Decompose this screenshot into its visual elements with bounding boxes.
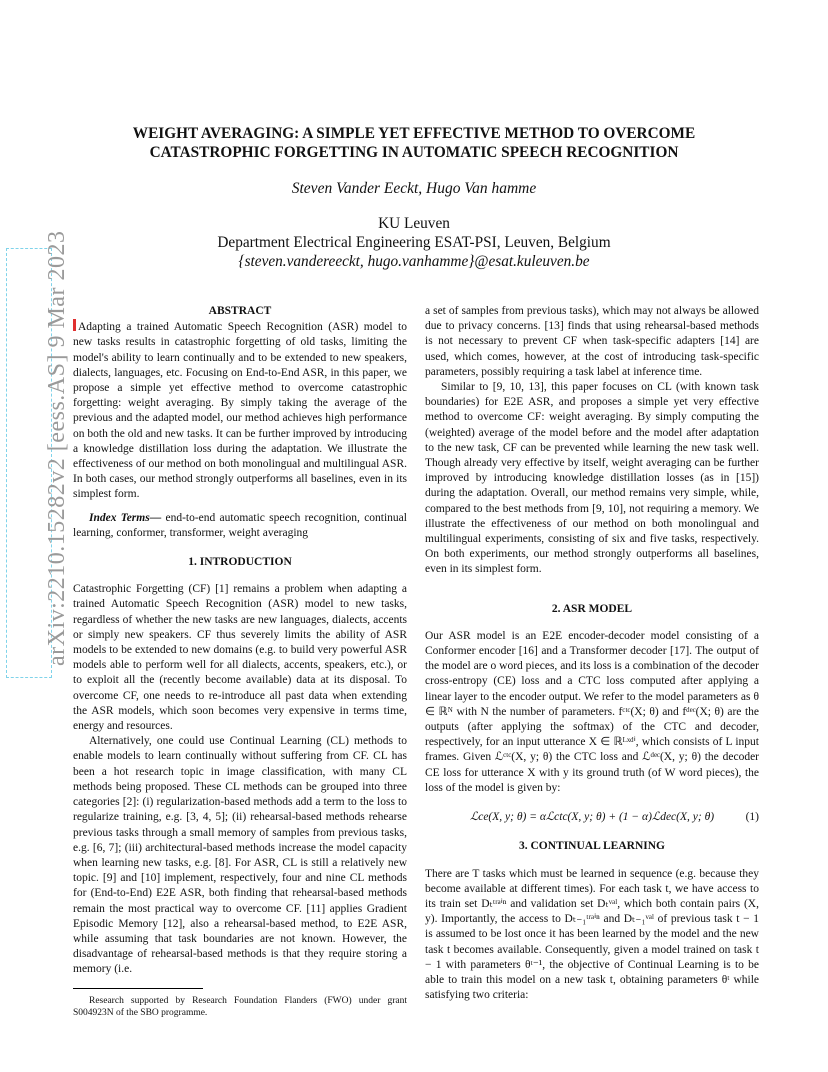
footnote-rule xyxy=(73,988,203,989)
index-terms-text: end-to-end automatic speech recognition, continual learning, conformer, transformer, weight averaging xyxy=(73,511,407,539)
asr-paragraph-1: Our ASR model is an E2E encoder-decoder model consisting of a Conformer encoder [16] and a Transformer decoder [17]. The output of the model are o word pieces, and its loss is a combination of the decoder cross-entropy (CE) loss and a CTC loss computed after applying a linear layer to the encoder output. We refer to the model parameters as θ ∈ ℝᴺ with N the number of parameters. fᶜᵗᶜ(X; θ) and fᵈᵉᶜ(X; θ) are the outputs (after applying the softmax) of the CTC and decoder, respectively, for an input utterance X ∈ ℝᴸˣᵈⁱ, which consists of L input frames. Given ℒᶜᵗᶜ(X, y; θ) the CTC loss and ℒᵈᵉᶜ(X, y; θ) the decoder CE loss for utterance X with y its ground truth (of W word pieces), the loss of the model is given by: xyxy=(425,629,759,794)
abstract-marker xyxy=(73,319,76,331)
abstract-body xyxy=(73,319,407,502)
index-terms xyxy=(73,511,407,541)
title-line-2: CATASTROPHIC FORGETTING IN AUTOMATIC SPEECH RECOGNITION xyxy=(149,144,679,161)
abstract-text: Adapting a trained Automatic Speech Recognition (ASR) model to new tasks results in catastrophic forgetting of old tasks, limiting the model's ability to learn continually and to be extended to new speakers, dialects, languages, etc. Focusing on End-to-End ASR, in this paper, we propose a simple yet effective method to overcome catastrophic forgetting: weight averaging. By simply taking the average of the previous and the adapted model, our method achieves high performance on both the old and new tasks. It can be further improved by introducing a knowledge distillation loss during the adaptation. We illustrate the effectiveness of our method on both monolingual and multilingual ASR. In both cases, our method strongly outperforms all baselines, even in its simplest form. xyxy=(73,321,407,501)
affiliation xyxy=(60,214,768,271)
affiliation-university: KU Leuven xyxy=(378,215,450,232)
arxiv-id-label: arXiv:2210.15282v2 [eess.AS] 9 Mar 2023 xyxy=(44,230,70,666)
continual-learning-heading: 3. CONTINUAL LEARNING xyxy=(518,840,665,853)
equation-1-number: (1) xyxy=(745,811,759,824)
intro-paragraph-1: Catastrophic Forgetting (CF) [1] remains a problem when adapting a trained Automatic Speech Recognition (ASR) model to new tasks, regardless of whether the new tasks are new languages, dialects, accents or simply new speakers. CF thus severely limits the ability of ASR models to be extended to new domains (e.g. to build very powerful ASR models able to perform well for all dialects, accents, speakers, etc.), or to exploit all the (recently become available) data at its disposal. To overcome CF, one needs to re-introduce all past data when extending the ASR models, which soon becomes very expensive in terms time, energy and resources. xyxy=(73,583,407,733)
equation-1 xyxy=(425,810,759,825)
affiliation-department: Department Electrical Engineering ESAT-PSI, Leuven, Belgium xyxy=(217,234,611,251)
index-terms-label: Index Terms— xyxy=(89,511,162,524)
intro-paragraph-2: Alternatively, one could use Continual Learning (CL) methods to enable models to learn continually without suffering from CF. CL has been a hot research topic in image classification, with many CL methods being proposed. These CL methods can be grouped into three categories [2]: (i) regularization-based methods add a term to the loss to regularize training, e.g. [3, 4, 5]; (ii) rehearsal-based methods rehearse previous tasks through a small memory of samples from previous tasks, e.g. [6, 7]; (iii) architectural-based methods increase the model capacity when learning new tasks, e.g. [8]. For ASR, CL is still a relatively new topic. [9] and [10] implement, respectively, four and nine CL methods for (End-to-End) E2E ASR, both finding that rehearsal-based methods remain the most practical way to overcome CF. [11] applies Gradient Episodic Memory [12], also a rehearsal-based method, to E2E ASR, while assuming that task boundaries are not known. However, the disadvantage of rehearsal-based methods is that they require storing a memory (i.e. xyxy=(73,735,407,976)
cl-paragraph-1: There are T tasks which must be learned in sequence (e.g. because they become available at different times). For each task t, we have access to its train set Dₜᵗʳᵃⁱⁿ and validation set Dₜᵛᵃˡ, which both contain pairs (X, y). Importantly, the access to Dₜ₋₁ᵗʳᵃⁱⁿ and Dₜ₋₁ᵛᵃˡ of previous task t − 1 is assumed to be lost once it has been learned by the model and the new task t becomes available. Consequently, given a model trained on task t − 1 with parameters θᵗ⁻¹, the objective of Continual Learning is to be able to train this model on a new task t, obtaining parameters θᵗ while satisfying two criteria: xyxy=(425,867,759,1002)
asr-model-heading: 2. ASR MODEL xyxy=(551,602,633,615)
author-emails: {steven.vandereeckt, hugo.vanhamme}@esat.kuleuven.be xyxy=(238,253,590,270)
left-column xyxy=(73,304,407,1019)
intro-heading: 1. INTRODUCTION xyxy=(188,556,292,569)
intro-paragraph-4: Similar to [9, 10, 13], this paper focuses on CL (with known task boundaries) for E2E ASR, and proposes a simple yet very effective method to overcome CF: weight averaging. By simply computing the (weighted) average of the model before and the model after adaptation to the new task, CF can be prevented while learning the new task well. Though already very effective by itself, weight averaging can be further improved by introducing knowledge distillation losses (as in [15]) during the adaptation. Overall, our method remains very simple, while, compared to the best methods from [9, 10], not requiring a memory. We illustrate the effectiveness of our method on both monolingual and multilingual experiments, consisting of six and five tasks, respectively. On both experiments, our method strongly outperforms all baselines, even in its simplest form. xyxy=(425,381,759,576)
abstract-heading: ABSTRACT xyxy=(208,305,272,317)
footnote: Research supported by Research Foundation Flanders (FWO) under grant S004923N of the SBO programme. xyxy=(73,995,407,1018)
equation-1-body: ℒce(X, y; θ) = αℒctc(X, y; θ) + (1 − α)ℒdec(X, y; θ) xyxy=(469,811,715,824)
right-column xyxy=(425,304,759,1003)
paper-title xyxy=(60,124,768,162)
title-line-1: WEIGHT AVERAGING: A SIMPLE YET EFFECTIVE METHOD TO OVERCOME xyxy=(132,125,696,142)
authors: Steven Vander Eeckt, Hugo Van hamme xyxy=(291,180,537,197)
intro-paragraph-3: a set of samples from previous tasks), which may not always be allowed due to privacy concerns. [13] finds that using rehearsal-based methods is not necessary to prevent CF when task-specific adapters [14] are used, which comes, however, at the cost of introducing task-specific parameters, possibly requiring a task label at inference time. xyxy=(425,305,759,378)
